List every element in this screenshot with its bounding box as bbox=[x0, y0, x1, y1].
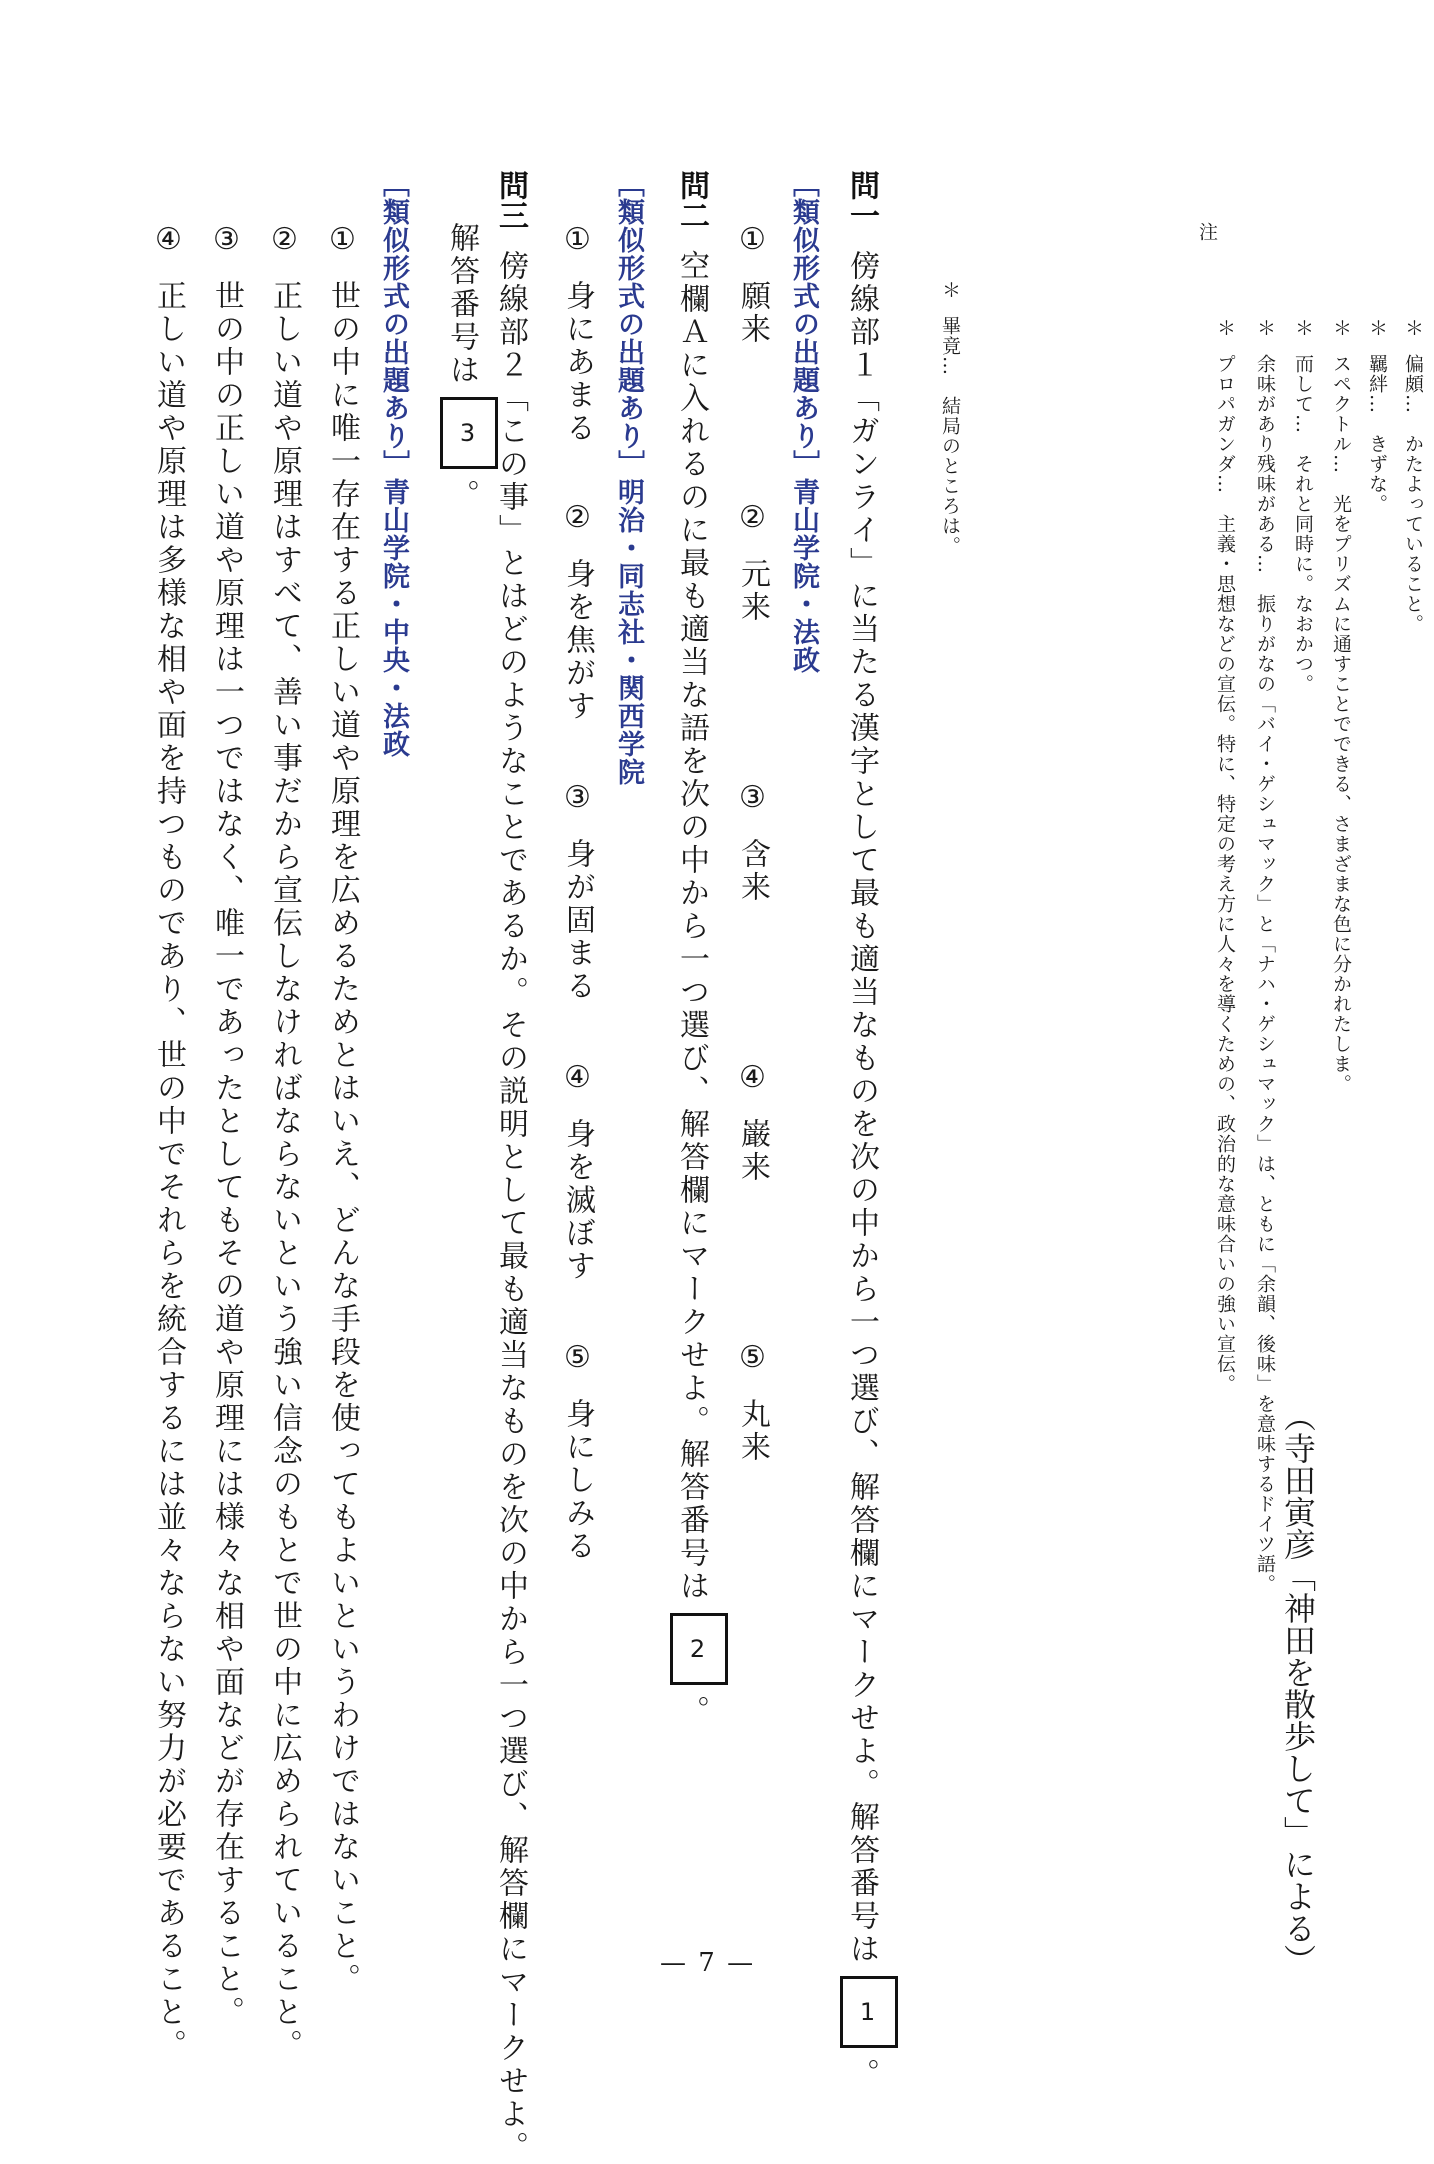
note-item: ＊而して… それと同時に。なおかつ。 bbox=[1292, 318, 1314, 694]
note-item: ＊偏頗… かたよっていること。 bbox=[1402, 318, 1424, 634]
question-1: 問一傍線部１「ガンライ」に当たる漢字として最も適当なものを次の中から一つ選び、解答欄にマークせよ。解答番号は1。 bbox=[840, 170, 898, 2091]
question-1-number: 問一 bbox=[844, 170, 879, 230]
note-item: ＊スペクトル… 光をプリズムに通すことでできる、さまざまな色に分かれたしま。 bbox=[1330, 318, 1352, 1094]
question-3-continued: 解答番号は3。 bbox=[440, 222, 498, 512]
answer-box-3[interactable]: 3 bbox=[440, 397, 498, 469]
question-2-number: 問二 bbox=[674, 170, 709, 230]
question-1-prompt: 傍線部１「ガンライ」に当たる漢字として最も適当なものを次の中から一つ選び、解答欄にマークせよ。解答番号は bbox=[844, 250, 879, 1966]
answer-box-2[interactable]: 2 bbox=[670, 1613, 728, 1685]
q2-option-1[interactable]: ①身にあまる bbox=[560, 222, 595, 445]
q3-option-1[interactable]: ①世の中に唯一存在する正しい道や原理を広めるためとはいえ、どんな手段を使ってもよいというわけではないこと。 bbox=[325, 222, 360, 1996]
notes-label: 注 bbox=[1196, 222, 1218, 241]
similar-question-tag: ［類似形式の出題あり］青山学院・中央・法政 bbox=[378, 170, 409, 758]
question-3-prompt: 傍線部２「この事」とはどのようなことであるか。その説明として最も適当なものを次の中から一つ選び、解答欄にマークせよ。 bbox=[493, 250, 528, 2164]
similar-question-tag: ［類似形式の出題あり］青山学院・法政 bbox=[788, 170, 819, 674]
question-2: 問二空欄Ａに入れるのに最も適当な語を次の中から一つ選び、解答欄にマークせよ。解答番号は2。 bbox=[670, 170, 728, 1728]
q3-option-2[interactable]: ②正しい道や原理はすべて、善い事だから宣伝しなければならないという強い信念のもとで世の中に広められていること。 bbox=[267, 222, 302, 2062]
page-number: — 7 — bbox=[660, 1948, 756, 1978]
q3-option-4[interactable]: ④正しい道や原理は多様な相や面を持つものであり、世の中でそれらを統合するには並々ならない努力が必要であること。 bbox=[151, 222, 186, 2062]
similar-question-tag: ［類似形式の出題あり］明治・同志社・関西学院 bbox=[613, 170, 644, 786]
q1-option-4[interactable]: ④巌来 bbox=[735, 1060, 770, 1184]
note-item: ＊プロパガンダ… 主義・思想などの宣伝。特に、特定の考え方に人々を導くための、政治的な意味合いの強い宣伝。 bbox=[1214, 318, 1236, 1394]
q2-option-3[interactable]: ③身が固まる bbox=[560, 780, 595, 1003]
q1-option-5[interactable]: ⑤丸来 bbox=[735, 1340, 770, 1464]
note-item: ＊畢竟… 結局のところは。 bbox=[939, 280, 961, 556]
question-3-number: 問三 bbox=[493, 170, 528, 230]
source-citation: （寺田寅彦「神田を散歩して」による） bbox=[1279, 1400, 1317, 1976]
q2-option-2[interactable]: ②身を焦がす bbox=[560, 500, 595, 723]
question-3 bbox=[493, 170, 528, 2164]
q3-option-3[interactable]: ③世の中の正しい道や原理は一つではなく、唯一であったとしてもその道や原理には様々な相や面などが存在すること。 bbox=[209, 222, 244, 2029]
question-2-prompt: 空欄Ａに入れるのに最も適当な語を次の中から一つ選び、解答欄にマークせよ。解答番号は bbox=[674, 250, 709, 1603]
q2-option-5[interactable]: ⑤身にしみる bbox=[560, 1340, 595, 1563]
q2-option-4[interactable]: ④身を滅ぼす bbox=[560, 1060, 595, 1283]
q1-option-3[interactable]: ③含来 bbox=[735, 780, 770, 904]
q1-option-1[interactable]: ①願来 bbox=[735, 222, 770, 346]
note-item: ＊余味があり残味がある… 振りがなの「バイ・ゲシュマック」と「ナハ・ゲシュマック」は、ともに「余韻、後味」を意味するドイツ語。 bbox=[1254, 318, 1276, 1594]
q1-option-2[interactable]: ②元来 bbox=[735, 500, 770, 624]
answer-box-1[interactable]: 1 bbox=[840, 1976, 898, 2048]
note-item: ＊羈絆… きずな。 bbox=[1366, 318, 1388, 514]
